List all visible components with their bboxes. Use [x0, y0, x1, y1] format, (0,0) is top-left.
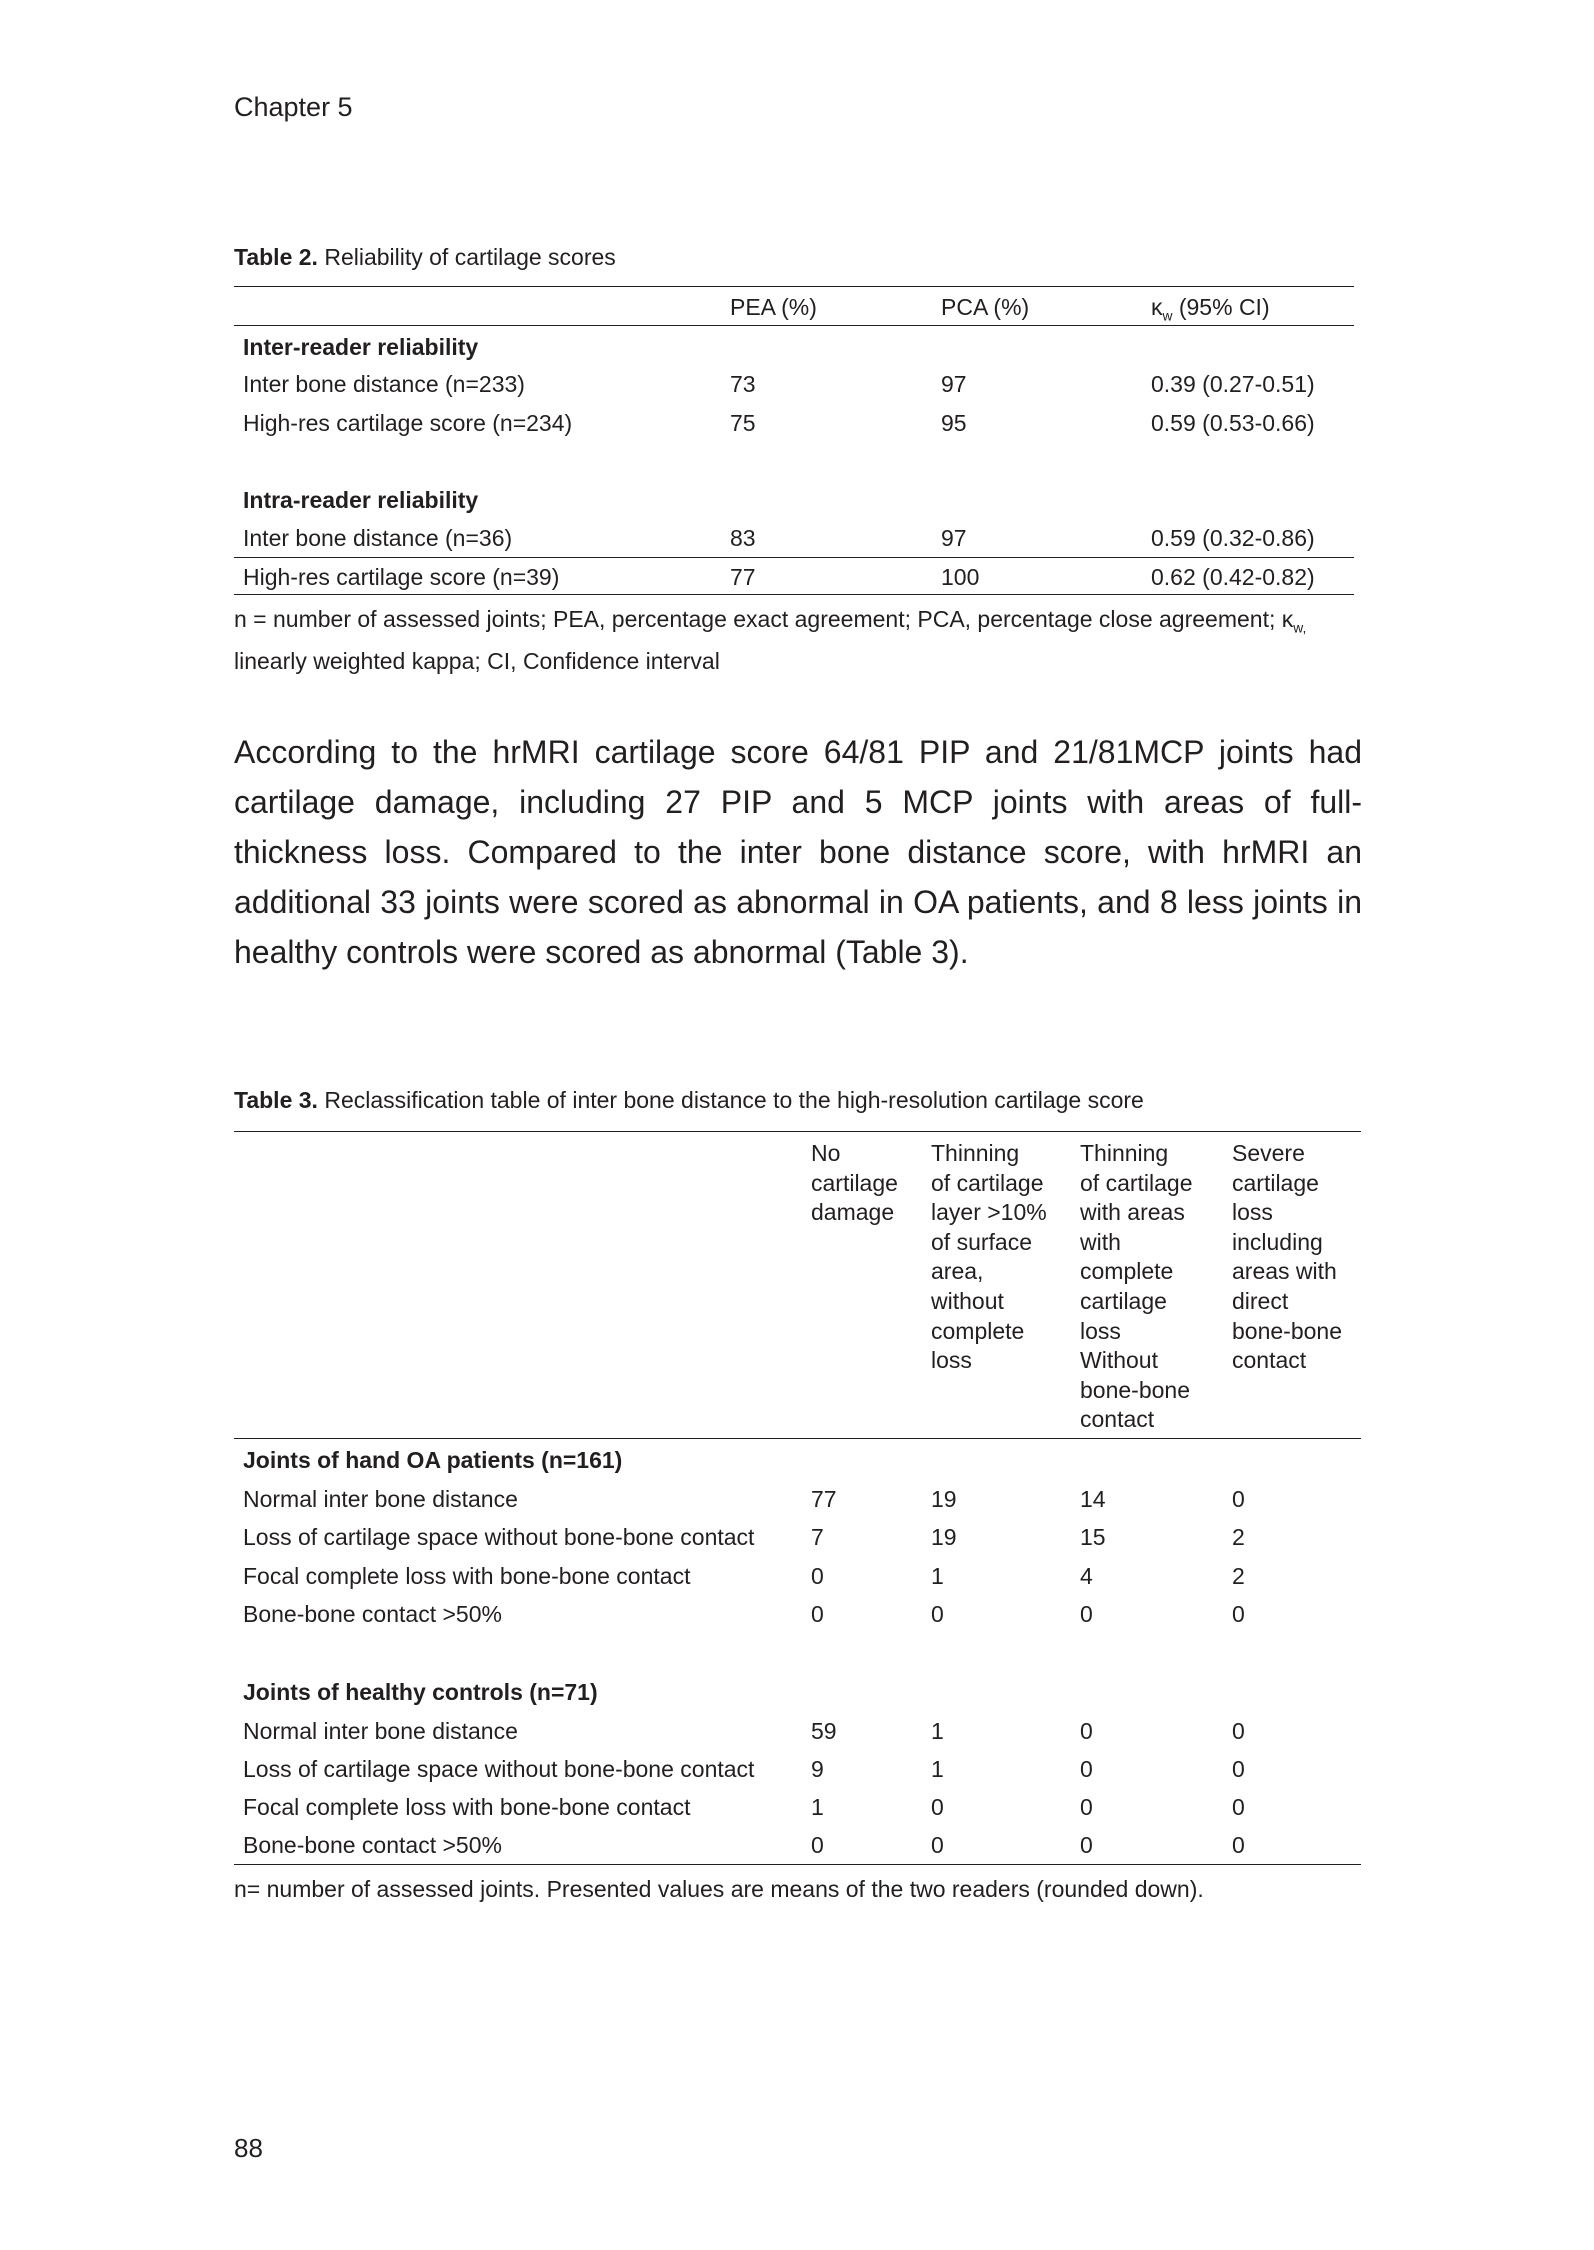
colhead-line: of cartilage — [1080, 1169, 1193, 1196]
table3-cell: 0 — [811, 1601, 824, 1627]
table3-footnote: n= number of assessed joints. Presented values are means of the two readers (rounded down). — [234, 1876, 1204, 1902]
colhead-line: contact — [1232, 1347, 1307, 1374]
table3-cell: 59 — [811, 1718, 837, 1744]
table2-cell-pea: 73 — [730, 371, 756, 397]
colhead-line: complete — [931, 1317, 1025, 1344]
table3-row-label: Loss of cartilage space without bone-bone contact — [243, 1756, 755, 1782]
table3-cell: 0 — [1232, 1601, 1245, 1627]
table3-cell: 1 — [931, 1756, 944, 1782]
colhead-line: cartilage — [811, 1169, 898, 1196]
colhead-line: Without — [1080, 1347, 1158, 1374]
table3-cell: 0 — [1080, 1601, 1093, 1627]
table3-cell: 77 — [811, 1486, 837, 1512]
colhead-line: including — [1232, 1228, 1323, 1255]
table2-cell-pea: 75 — [730, 410, 756, 436]
colhead-line: Severe — [1232, 1140, 1305, 1166]
table2-bottom-rule — [234, 594, 1354, 595]
table2-row-label: High-res cartilage score (n=39) — [243, 564, 560, 590]
table2-footnote — [234, 603, 1364, 678]
table2-cell-pca: 97 — [941, 525, 967, 551]
table3-cell: 0 — [1232, 1794, 1245, 1820]
table2-header-rule — [234, 325, 1354, 326]
colhead-line: contact — [1080, 1406, 1155, 1433]
table3-cell: 19 — [931, 1486, 957, 1512]
body-paragraph: According to the hrMRI cartilage score 64/81 PIP and 21/81MCP joints had cartilage damage, including 27 PIP and 5 MCP joints with areas of full-thickness loss. Compared to the inter bone distance score, with hrMRI an additional 33 joints were scored as abnormal in OA patients, and 8 less joints in healthy controls were scored as abnormal (Table 3). — [234, 734, 1362, 970]
colhead-line: loss — [1232, 1199, 1273, 1226]
table3-cell: 2 — [1232, 1524, 1245, 1550]
colhead-line: of cartilage — [931, 1169, 1044, 1196]
chapter-header: Chapter 5 — [234, 92, 353, 122]
table3-row-label: Normal inter bone distance — [243, 1718, 518, 1744]
table3-caption-text: Reclassification table of inter bone distance to the high-resolution cartilage score — [317, 1087, 1144, 1113]
table3-cell: 1 — [931, 1718, 944, 1744]
colhead-line: cartilage — [1232, 1169, 1319, 1196]
table2-footnote-line1: n = number of assessed joints; PEA, percentage exact agreement; PCA, percentage close agreement; κ — [234, 606, 1294, 632]
colhead-line: layer >10% — [931, 1199, 1047, 1226]
table2-caption — [234, 244, 616, 271]
table2-cell-kappa: 0.59 (0.32-0.86) — [1151, 525, 1315, 551]
colhead-line: Thinning — [931, 1140, 1020, 1166]
table2-top-rule — [234, 286, 1354, 287]
table3-section-title: Joints of hand OA patients (n=161) — [243, 1447, 623, 1473]
table3-cell: 4 — [1080, 1563, 1093, 1589]
table3-cell: 15 — [1080, 1524, 1106, 1550]
table2-cell-pca: 97 — [941, 371, 967, 397]
table3-cell: 19 — [931, 1524, 957, 1550]
colhead-line: damage — [811, 1199, 895, 1226]
table3-row-label: Loss of cartilage space without bone-bone contact — [243, 1524, 755, 1550]
table3-cell: 0 — [931, 1601, 944, 1627]
table3-row-label: Focal complete loss with bone-bone contact — [243, 1794, 691, 1820]
table3-cell: 1 — [931, 1563, 944, 1589]
table3-cell: 9 — [811, 1756, 824, 1782]
table3-col-thinning-layer — [931, 1139, 1047, 1376]
table3-cell: 0 — [1232, 1486, 1245, 1512]
table3-cell: 0 — [1080, 1756, 1093, 1782]
table2-section-title: Inter-reader reliability — [243, 334, 479, 360]
table3-cell: 0 — [1080, 1832, 1093, 1858]
kappa-ci: (95% CI) — [1172, 294, 1270, 320]
colhead-line: area, — [931, 1258, 984, 1285]
colhead-line: bone-bone — [1232, 1317, 1342, 1344]
table3-section-title: Joints of healthy controls (n=71) — [243, 1679, 598, 1705]
table3-bottom-rule — [234, 1864, 1361, 1865]
table3-row-label: Focal complete loss with bone-bone contact — [243, 1563, 691, 1589]
table2-row-label: High-res cartilage score (n=234) — [243, 410, 573, 436]
table3-row-label: Normal inter bone distance — [243, 1486, 518, 1512]
colhead-line: loss — [1080, 1317, 1121, 1344]
colhead-line: with areas — [1080, 1199, 1185, 1226]
table3-cell: 0 — [931, 1832, 944, 1858]
colhead-line: with — [1080, 1228, 1121, 1255]
colhead-line: No — [811, 1140, 841, 1166]
kappa-subscript: w — [1162, 308, 1173, 324]
table3-caption-label: Table 3. — [234, 1087, 318, 1113]
colhead-line: of surface — [931, 1228, 1032, 1255]
table2-row-label: Inter bone distance (n=233) — [243, 371, 525, 397]
table3-cell: 0 — [1232, 1756, 1245, 1782]
table3-cell: 14 — [1080, 1486, 1106, 1512]
table2-col-pea: PEA (%) — [730, 294, 817, 320]
table2-cell-pca: 95 — [941, 410, 967, 436]
table2-caption-label: Table 2. — [234, 244, 318, 270]
table2-footnote-sub: w, — [1293, 620, 1307, 636]
colhead-line: bone-bone — [1080, 1376, 1190, 1403]
table2-footnote-line2: linearly weighted kappa; CI, Confidence interval — [234, 647, 720, 674]
table3-col-severe-loss — [1232, 1139, 1342, 1376]
table2-col-pca: PCA (%) — [941, 294, 1030, 320]
colhead-line: Thinning — [1080, 1140, 1169, 1166]
table3-cell: 0 — [931, 1794, 944, 1820]
colhead-line: complete — [1080, 1258, 1174, 1285]
table3-cell: 1 — [811, 1794, 824, 1820]
table3-row-label: Bone-bone contact >50% — [243, 1832, 502, 1858]
table2-cell-pca: 100 — [941, 564, 980, 590]
table2-cell-kappa: 0.39 (0.27-0.51) — [1151, 371, 1315, 397]
kappa-symbol: κ — [1151, 294, 1163, 320]
table2-cell-kappa: 0.62 (0.42-0.82) — [1151, 564, 1315, 590]
table2-caption-text: Reliability of cartilage scores — [317, 244, 616, 270]
table2-section-title: Intra-reader reliability — [243, 487, 479, 513]
table3-cell: 2 — [1232, 1563, 1245, 1589]
table3-col-thinning-areas — [1080, 1139, 1193, 1435]
table3-row-label: Bone-bone contact >50% — [243, 1601, 502, 1627]
colhead-line: cartilage — [1080, 1287, 1167, 1314]
table3-cell: 7 — [811, 1524, 824, 1550]
table3-cell: 0 — [811, 1563, 824, 1589]
table2-row-label: Inter bone distance (n=36) — [243, 525, 513, 551]
colhead-line: direct — [1232, 1287, 1289, 1314]
table2-cell-kappa: 0.59 (0.53-0.66) — [1151, 410, 1315, 436]
table3-cell: 0 — [1232, 1718, 1245, 1744]
table3-col-no-damage — [811, 1139, 898, 1228]
table3-top-rule — [234, 1131, 1361, 1132]
colhead-line: areas with — [1232, 1258, 1337, 1285]
table3-cell: 0 — [1232, 1832, 1245, 1858]
table3-header-rule — [234, 1438, 1361, 1439]
page-number: 88 — [234, 2133, 263, 2163]
colhead-line: without — [931, 1287, 1004, 1314]
table3-cell: 0 — [1080, 1718, 1093, 1744]
table3-cell: 0 — [811, 1832, 824, 1858]
table2-cell-pea: 77 — [730, 564, 756, 590]
table3-caption — [234, 1087, 1144, 1114]
colhead-line: loss — [931, 1347, 972, 1374]
table3-cell: 0 — [1080, 1794, 1093, 1820]
table2-cell-pea: 83 — [730, 525, 756, 551]
table2-row-divider — [234, 557, 1354, 558]
